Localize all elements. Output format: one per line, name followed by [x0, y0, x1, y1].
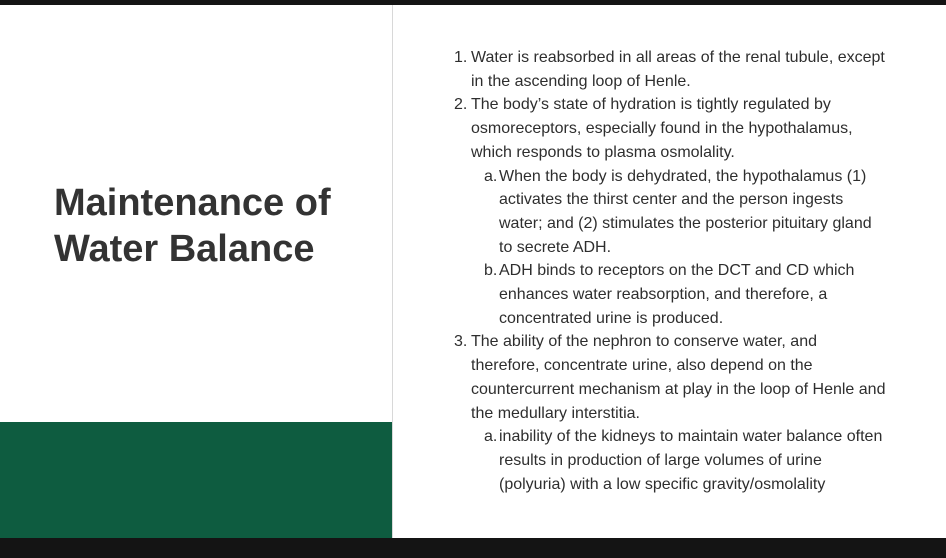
list-item: [454, 93, 924, 164]
sub-list-marker: a.: [484, 167, 498, 185]
list-text-line: concentrated urine is produced.: [499, 309, 724, 327]
list-marker: 1.: [454, 49, 468, 66]
sub-list-item: [454, 425, 924, 496]
list-text-line: enhances water reabsorption, and therefore, a: [499, 286, 828, 304]
list-text-line: in the ascending loop of Henle.: [471, 72, 691, 90]
list-item: [454, 46, 924, 93]
list-text-line: which responds to plasma osmolality.: [471, 143, 735, 161]
list-text-line: Water is reabsorbed in all areas of the renal tubule, except: [471, 49, 885, 66]
list-text-line: results in production of large volumes of urine: [499, 451, 822, 469]
slide-title: [54, 180, 384, 272]
list-item: [454, 330, 924, 425]
list-marker: 3.: [454, 333, 468, 351]
list-text-line: inability of the kidneys to maintain water balance often: [499, 428, 883, 446]
list-text-line: The ability of the nephron to conserve water, and: [471, 333, 817, 351]
slide-title-line: Water Balance: [54, 228, 315, 270]
sub-list-marker: b.: [484, 262, 498, 280]
list-marker: 2.: [454, 96, 468, 114]
sub-list-marker: a.: [484, 428, 498, 446]
list-text-line: activates the thirst center and the person ingests: [499, 191, 844, 209]
list-text-line: The body’s state of hydration is tightly regulated by: [471, 96, 831, 114]
bottom-frame-bar: [0, 538, 946, 558]
list-text-line: osmoreceptors, especially found in the hypothalamus,: [471, 120, 853, 138]
slide-title-line: Maintenance of: [54, 182, 331, 224]
list-text-line: therefore, concentrate urine, also depend on the: [471, 357, 813, 375]
numbered-list: [454, 46, 924, 496]
list-text-line: countercurrent mechanism at play in the loop of Henle and: [471, 380, 886, 398]
list-text-line: (polyuria) with a low specific gravity/osmolality: [499, 475, 826, 493]
sub-list-item: [454, 165, 924, 260]
list-text-line: water; and (2) stimulates the posterior pituitary gland: [499, 214, 872, 232]
list-text-line: the medullary interstitia.: [471, 404, 640, 422]
accent-block: [0, 422, 393, 538]
panel-divider: [392, 5, 393, 538]
list-text-line: ADH binds to receptors on the DCT and CD which: [499, 262, 855, 280]
sub-list-item: [454, 259, 924, 330]
list-text-line: to secrete ADH.: [499, 238, 612, 256]
list-text-line: When the body is dehydrated, the hypothalamus (1): [499, 167, 867, 185]
